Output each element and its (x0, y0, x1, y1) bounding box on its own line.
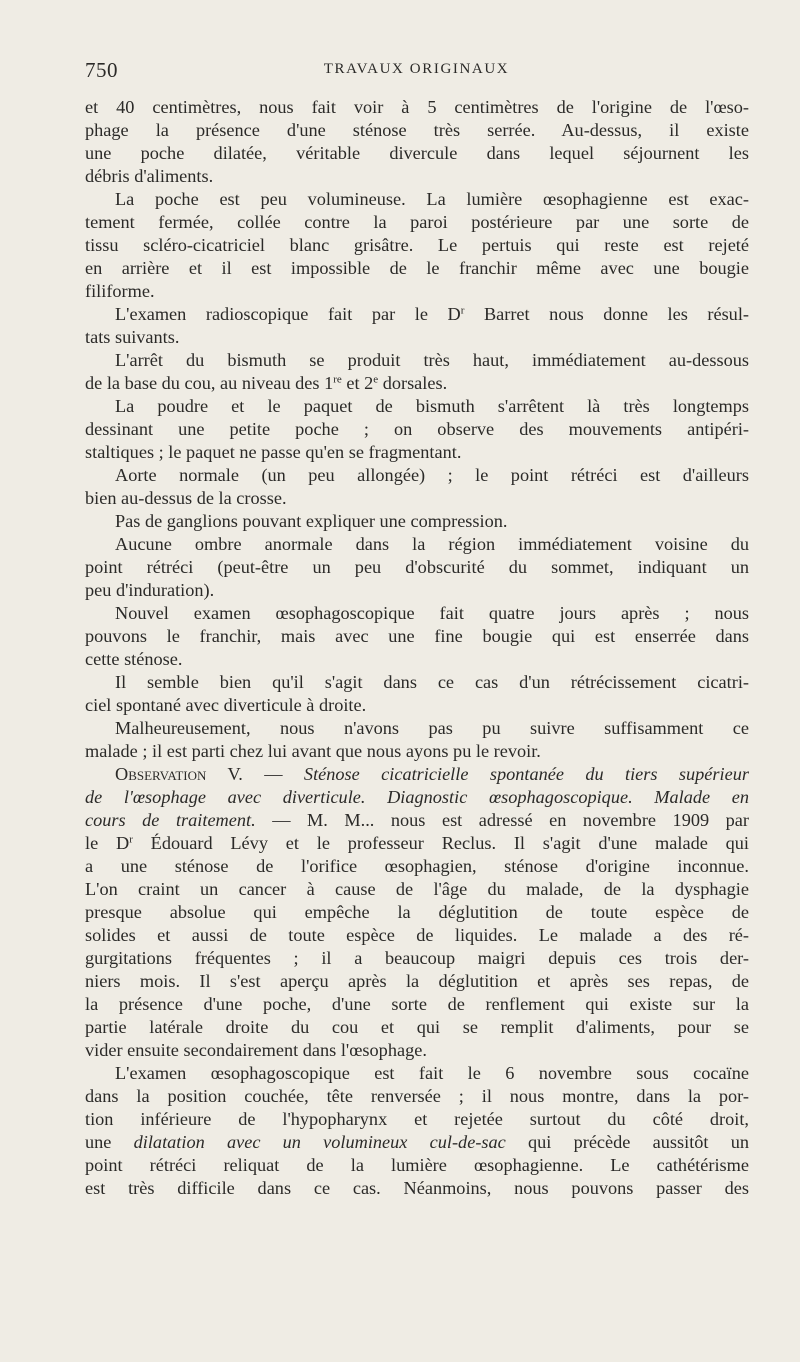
text-line: Pas de ganglions pouvant expliquer une compression. (115, 511, 508, 531)
text-line: L'examen œsophagoscopique est fait le 6 novembre sous cocaïne (115, 1063, 749, 1083)
text-line: tement fermée, collée contre la paroi postérieure par une sorte de (85, 212, 749, 232)
text-line: a une sténose de l'orifice œsophagien, sténose d'origine inconnue. (85, 856, 749, 876)
text-line: de l'œsophage avec diverticule. Diagnostic œsophagoscopique. Malade en (85, 787, 749, 807)
text-line: est très difficile dans ce cas. Néanmoins, nous pouvons passer des (85, 1178, 749, 1198)
text-line: Il semble bien qu'il s'agit dans ce cas d'un rétrécissement cicatri- (115, 672, 749, 692)
text-line: tion inférieure de l'hypopharynx et rejetée surtout du côté droit, (85, 1109, 749, 1129)
text-line: La poche est peu volumineuse. La lumière œsophagienne est exac- (115, 189, 749, 209)
text-line: ciel spontané avec diverticule à droite. (85, 695, 367, 715)
text-line: point rétréci (peut-être un peu d'obscurité du sommet, indiquant un (85, 557, 749, 577)
text-line: filiforme. (85, 281, 155, 301)
text-line: tats suivants. (85, 327, 180, 347)
text-line: Observation V. — Sténose cicatricielle spontanée du tiers supérieur (115, 764, 749, 784)
text-line: Malheureusement, nous n'avons pas pu suivre suffisamment ce (115, 718, 749, 738)
text-line: La poudre et le paquet de bismuth s'arrêtent là très longtemps (115, 396, 749, 416)
text-line: en arrière et il est impossible de le franchir même avec une bougie (85, 258, 749, 278)
text-line: L'examen radioscopique fait par le $D^r$ Barret nous donne les résul- (115, 304, 749, 324)
text-line: pouvons le franchir, mais avec une fine bougie qui est enserrée dans (85, 626, 749, 646)
text-line: staltiques ; le paquet ne passe qu'en se fragmentant. (85, 442, 462, 462)
text-line: L'on craint un cancer à cause de l'âge du malade, de la dysphagie (85, 879, 749, 899)
text-line: L'arrêt du bismuth se produit très haut, immédiatement au-dessous (115, 350, 749, 370)
text-line: vider ensuite secondairement dans l'œsophage. (85, 1040, 427, 1060)
page-number: 750 (85, 58, 118, 82)
text-line: point rétréci reliquat de la lumière œsophagienne. Le cathétérisme (85, 1155, 749, 1175)
text-line: peu d'induration). (85, 580, 215, 600)
text-line: cette sténose. (85, 649, 183, 669)
text-line: dans la position couchée, tête renversée ; il nous montre, dans la por- (85, 1086, 749, 1106)
page-header (85, 58, 748, 88)
text-line: tissu scléro-cicatriciel blanc grisâtre. Le pertuis qui reste est rejeté (85, 235, 749, 255)
text-line: une poche dilatée, véritable divercule dans lequel séjournent les (85, 143, 749, 163)
text-line: la présence d'une poche, d'une sorte de renflement qui existe sur la (85, 994, 749, 1014)
text-line: cours de traitement. — M. M... nous est adressé en novembre 1909 par (85, 810, 749, 830)
observation-label: Observation V. (115, 764, 243, 784)
text-line: phage la présence d'une sténose très serrée. Au-dessus, il existe (85, 120, 749, 140)
text-line: débris d'aliments. (85, 166, 214, 186)
text-line: niers mois. Il s'est aperçu après la déglutition et après ses repas, de (85, 971, 749, 991)
running-head: TRAVAUX ORIGINAUX (323, 61, 510, 77)
body-text (85, 96, 749, 1200)
text-line: et 40 centimètres, nous fait voir à 5 centimètres de l'origine de l'œso- (85, 97, 749, 117)
text-line: solides et aussi de toute espèce de liquides. Le malade a des ré- (85, 925, 749, 945)
text-line: partie latérale droite du cou et qui se remplit d'aliments, pour se (85, 1017, 749, 1037)
text-line: de la base du cou, au niveau des 1re et 2e dorsales. (85, 373, 448, 393)
text-line: malade ; il est parti chez lui avant que nous ayons pu le revoir. (85, 741, 541, 761)
text-line: Aorte normale (un peu allongée) ; le point rétréci est d'ailleurs (115, 465, 749, 485)
text-line: le $D^r$ Édouard Lévy et le professeur Reclus. Il s'agit d'une malade qui (85, 833, 749, 853)
text-line: dessinant une petite poche ; on observe des mouvements antipéri- (85, 419, 749, 439)
text-line: presque absolue qui empêche la déglutition de toute espèce de (85, 902, 749, 922)
text-line: gurgitations fréquentes ; il a beaucoup maigri depuis ces trois der- (85, 948, 749, 968)
text-line: Aucune ombre anormale dans la région immédiatement voisine du (115, 534, 749, 554)
text-line: une dilatation avec un volumineux cul-de-sac qui précède aussitôt un (85, 1132, 749, 1152)
text-line: bien au-dessus de la crosse. (85, 488, 287, 508)
text-line: Nouvel examen œsophagoscopique fait quatre jours après ; nous (115, 603, 749, 623)
